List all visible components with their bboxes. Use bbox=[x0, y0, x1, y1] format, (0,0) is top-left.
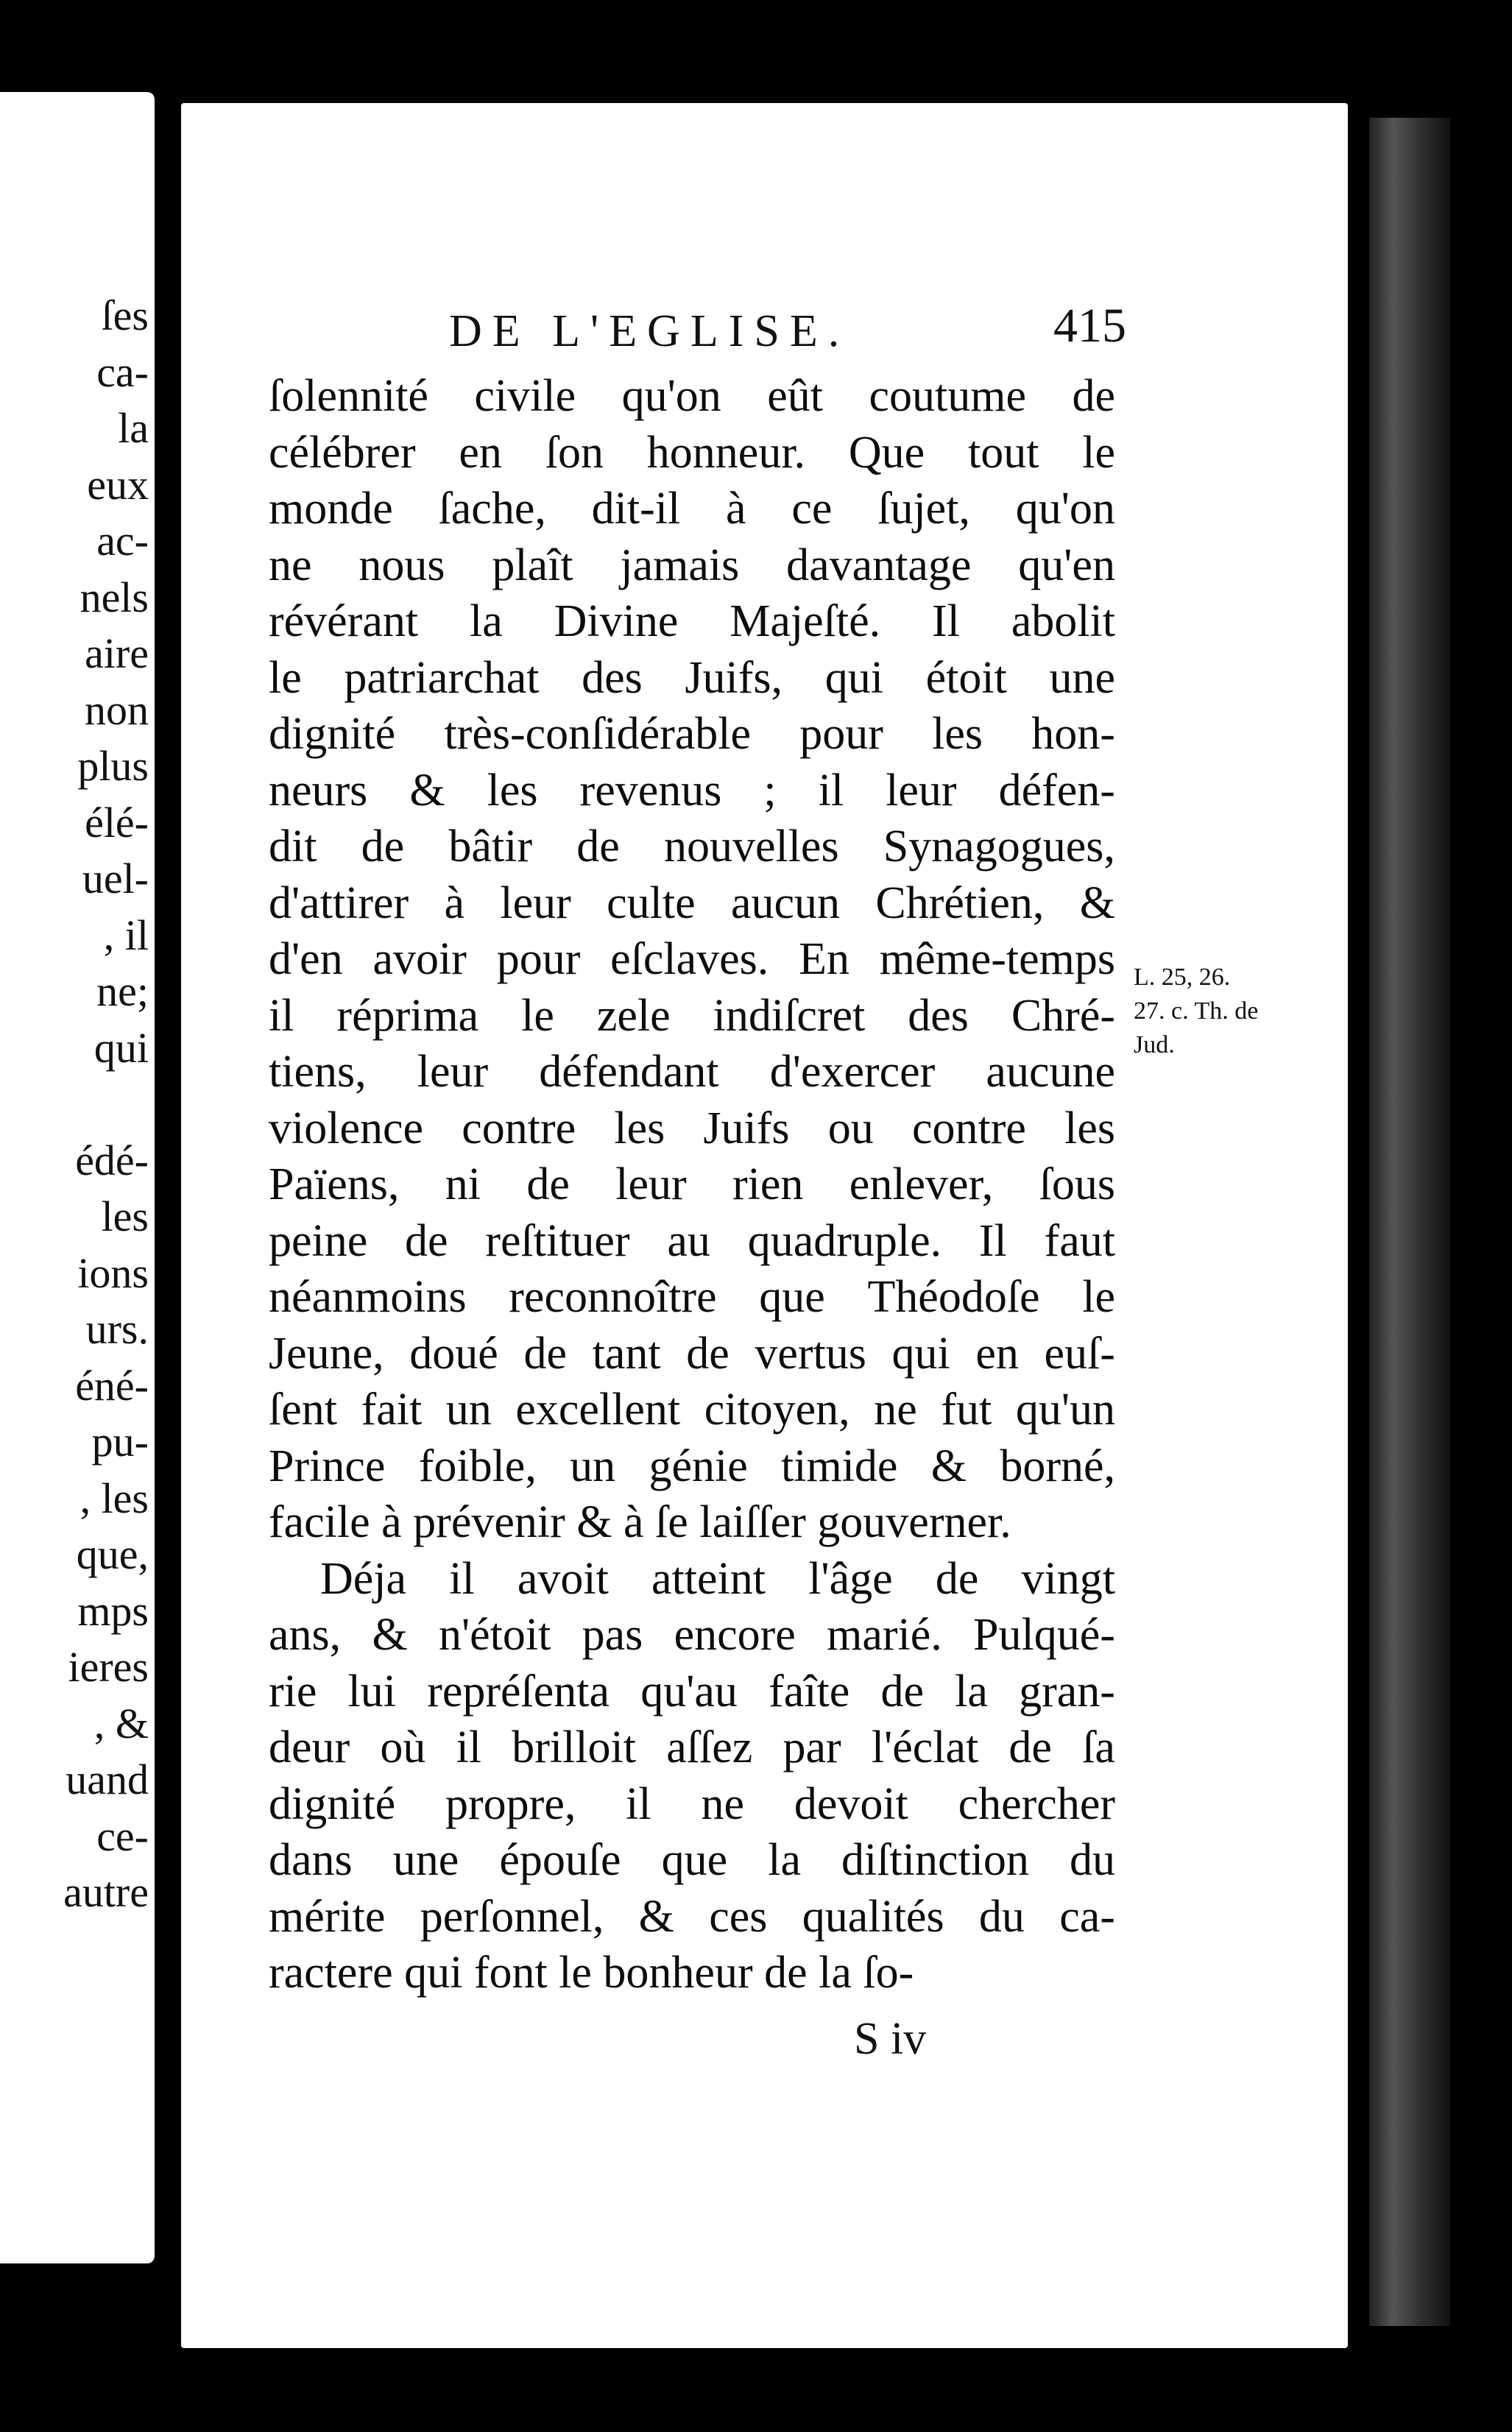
text-line: Prince foible, un génie timide & borné, bbox=[269, 1441, 1115, 1491]
text-line: neurs & les revenus ; il leur défen- bbox=[269, 765, 1115, 816]
text-line: d'en avoir pour eſclaves. En même-temps bbox=[269, 934, 1115, 984]
prev-page-line: , & bbox=[93, 1699, 149, 1747]
signature-mark: S iv bbox=[854, 2014, 927, 2064]
margin-note-line: Jud. bbox=[1134, 1031, 1175, 1058]
page-number: 415 bbox=[1053, 299, 1126, 353]
body-text bbox=[269, 368, 1115, 2001]
text-line: ractere qui font le bonheur de la ſo- bbox=[269, 1948, 914, 1998]
running-title: DE L'EGLISE. bbox=[449, 306, 850, 356]
text-line: Jeune, doué de tant de vertus qui en euſ- bbox=[269, 1328, 1115, 1379]
text-line: rie lui repréſenta qu'au faîte de la gran- bbox=[269, 1666, 1115, 1717]
prev-page-line: mps bbox=[77, 1586, 149, 1635]
text-line: deur où il brilloit aſſez par l'éclat de ſa bbox=[269, 1722, 1115, 1772]
text-line: révérant la Divine Majeſté. Il abolit bbox=[269, 596, 1115, 646]
text-line: dit de bâtir de nouvelles Synagogues, bbox=[269, 821, 1115, 872]
text-line: mérite perſonnel, & ces qualités du ca- bbox=[269, 1891, 1115, 1942]
prev-page-line: ions bbox=[77, 1248, 149, 1297]
prev-page-line: uel- bbox=[82, 855, 149, 902]
prev-page-line: uand bbox=[66, 1756, 149, 1803]
prev-page-line: non bbox=[85, 685, 149, 734]
text-line: Païens, ni de leur rien enlever, ſous bbox=[269, 1159, 1115, 1209]
page-stack-edge bbox=[1369, 118, 1450, 2326]
text-line: peine de reſtituer au quadruple. Il faut bbox=[269, 1215, 1115, 1266]
prev-page-line: que, bbox=[76, 1530, 149, 1578]
prev-page-line: nels bbox=[80, 573, 149, 621]
text-line: Déja il avoit atteint l'âge de vingt bbox=[320, 1553, 1115, 1604]
prev-page-line: la bbox=[118, 404, 149, 452]
prev-page-line: ca- bbox=[96, 347, 149, 396]
margin-note-line: 27. c. Th. de bbox=[1134, 997, 1259, 1025]
prev-page-line: , il bbox=[103, 911, 149, 959]
prev-page-line: autre bbox=[63, 1868, 149, 1916]
prev-page-line: ac- bbox=[96, 517, 149, 565]
text-line: célébrer en ſon honneur. Que tout le bbox=[269, 427, 1115, 478]
prev-page-line: ieres bbox=[68, 1643, 149, 1691]
text-line: facile à prévenir & à ſe laiſſer gouverner. bbox=[269, 1497, 1011, 1547]
text-line: le patriarchat des Juifs, qui étoit une bbox=[269, 652, 1115, 703]
prev-page-line: ne; bbox=[96, 967, 149, 1015]
prev-page-line: éné- bbox=[75, 1361, 149, 1410]
text-line: monde ſache, dit-il à ce ſujet, qu'on bbox=[269, 484, 1115, 534]
prev-page-line: édé- bbox=[75, 1136, 149, 1184]
text-line: ans, & n'étoit pas encore marié. Pulqué- bbox=[269, 1610, 1115, 1660]
prev-page-line: aire bbox=[85, 629, 149, 677]
text-line: ne nous plaît jamais davantage qu'en bbox=[269, 540, 1115, 590]
text-line: dans une épouſe que la diſtinction du bbox=[269, 1835, 1115, 1885]
previous-page-fragment bbox=[0, 92, 155, 2263]
text-line: il réprima le zele indiſcret des Chré- bbox=[269, 990, 1115, 1041]
prev-page-line: pu- bbox=[91, 1418, 149, 1466]
text-line: ſent fait un excellent citoyen, ne fut qu'un bbox=[269, 1385, 1115, 1435]
prev-page-line: ce- bbox=[96, 1811, 149, 1860]
margin-note-line: L. 25, 26. bbox=[1134, 964, 1231, 991]
text-line: violence contre les Juifs ou contre les bbox=[269, 1103, 1115, 1153]
prev-page-line: les bbox=[101, 1192, 149, 1240]
prev-page-line: plus bbox=[77, 742, 149, 790]
prev-page-line: eux bbox=[87, 460, 149, 509]
text-line: d'attirer à leur culte aucun Chrétien, & bbox=[269, 877, 1115, 928]
text-line: dignité propre, il ne devoit chercher bbox=[269, 1778, 1115, 1829]
prev-page-line: , les bbox=[80, 1474, 149, 1522]
text-line: ſolennité civile qu'on eût coutume de bbox=[269, 371, 1115, 421]
prev-page-line: élé- bbox=[85, 798, 149, 846]
margin-note bbox=[1134, 961, 1354, 1062]
prev-page-line: qui bbox=[93, 1023, 149, 1072]
prev-page-line: ſes bbox=[101, 291, 149, 339]
page-header bbox=[272, 298, 1126, 357]
text-line: tiens, leur défendant d'exercer aucune bbox=[269, 1047, 1115, 1097]
prev-page-line: urs. bbox=[85, 1305, 149, 1353]
text-line: dignité très-conſidérable pour les hon- bbox=[269, 709, 1115, 759]
text-line: néanmoins reconnoître que Théodoſe le bbox=[269, 1272, 1115, 1322]
